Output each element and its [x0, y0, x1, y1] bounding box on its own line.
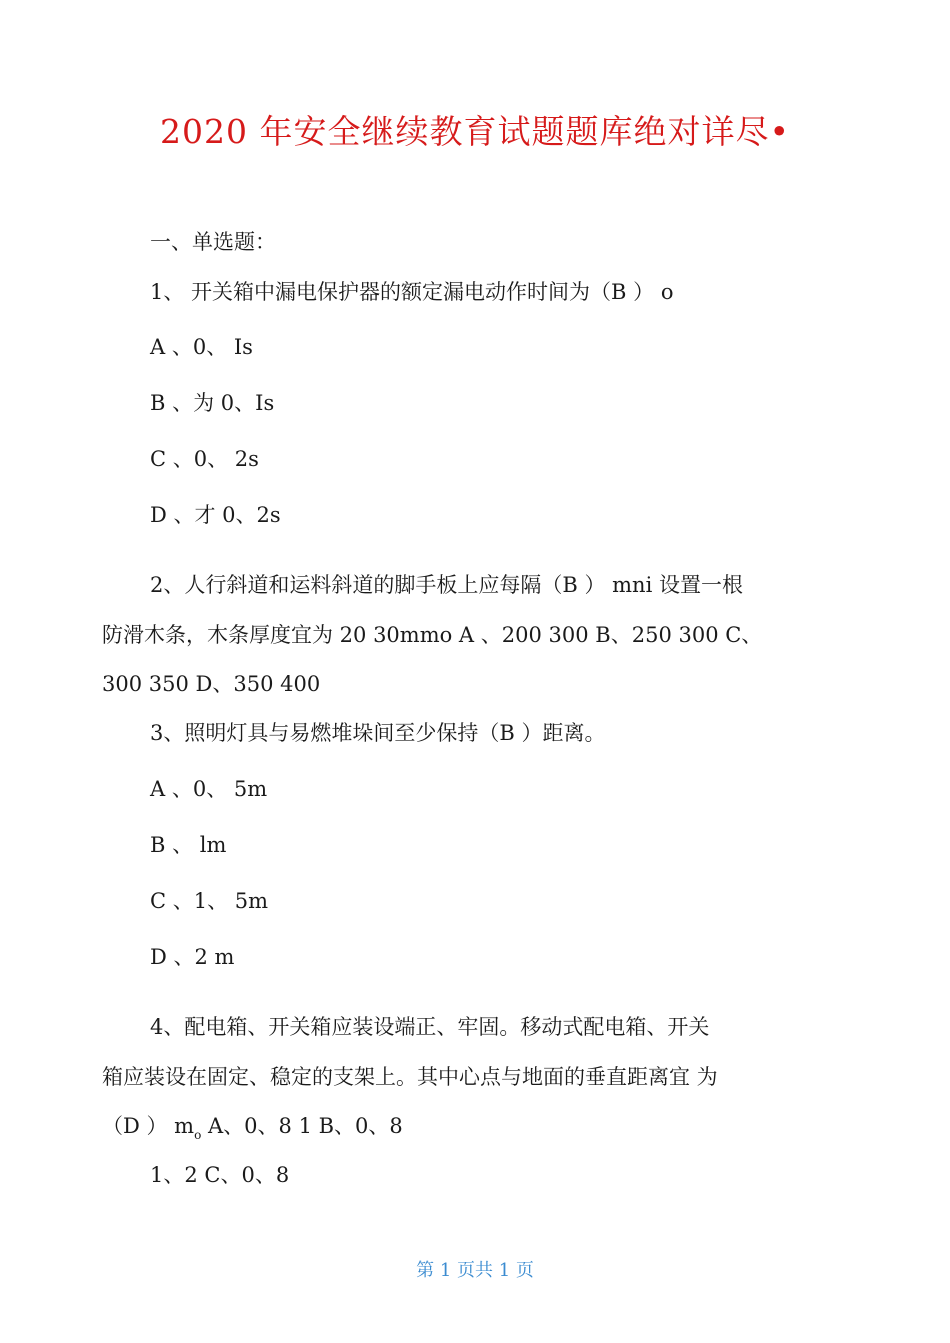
- question-1-option-d: D 、才 0、2s: [150, 503, 281, 527]
- page-footer: 第 1 页共 1 页: [416, 1260, 534, 1281]
- question-4-subscript: o: [194, 1128, 202, 1142]
- question-3-text: 3、照明灯具与易燃堆垛间至少保持（B ）距离。: [150, 721, 606, 745]
- question-2-line-3: 300 350 D、350 400: [102, 672, 321, 696]
- question-4-line-3: [102, 1112, 403, 1149]
- question-1-option-c: C 、0、 2s: [150, 447, 259, 471]
- question-4-line-3-start: （D ） m: [102, 1114, 195, 1138]
- question-1-text: 1、 开关箱中漏电保护器的额定漏电动作时间为（B ） o: [150, 280, 674, 304]
- question-3-option-a: A 、0、 5m: [150, 777, 268, 801]
- question-1-option-a: A 、0、 Is: [150, 335, 253, 359]
- question-3-option-c: C 、1、 5m: [150, 889, 269, 913]
- question-4-line-1: 4、配电箱、开关箱应装设端正、牢固。移动式配电箱、开关: [150, 1015, 710, 1039]
- question-2-line-2: 防滑木条，木条厚度宜为 20 30mmo A 、200 300 B、250 300 C、: [102, 623, 763, 647]
- question-3-option-d: D 、2 m: [150, 945, 235, 969]
- question-1-option-b: B 、为 0、Is: [150, 391, 275, 415]
- section-heading: 一、单选题：: [150, 230, 276, 254]
- question-4-line-3-end: A、0、8 1 B、0、8: [201, 1114, 403, 1138]
- document-title: 2020 年安全继续教育试题题库绝对详尽•: [160, 112, 790, 151]
- question-2-line-1: 2、人行斜道和运料斜道的脚手板上应每隔（B ） mni 设置一根: [150, 573, 743, 597]
- question-4-line-2: 箱应装设在固定、稳定的支架上。其中心点与地面的垂直距离宜 为: [102, 1065, 718, 1089]
- question-4-line-4: 1、2 C、0、8: [150, 1163, 290, 1187]
- question-3-option-b: B 、 lm: [150, 833, 227, 857]
